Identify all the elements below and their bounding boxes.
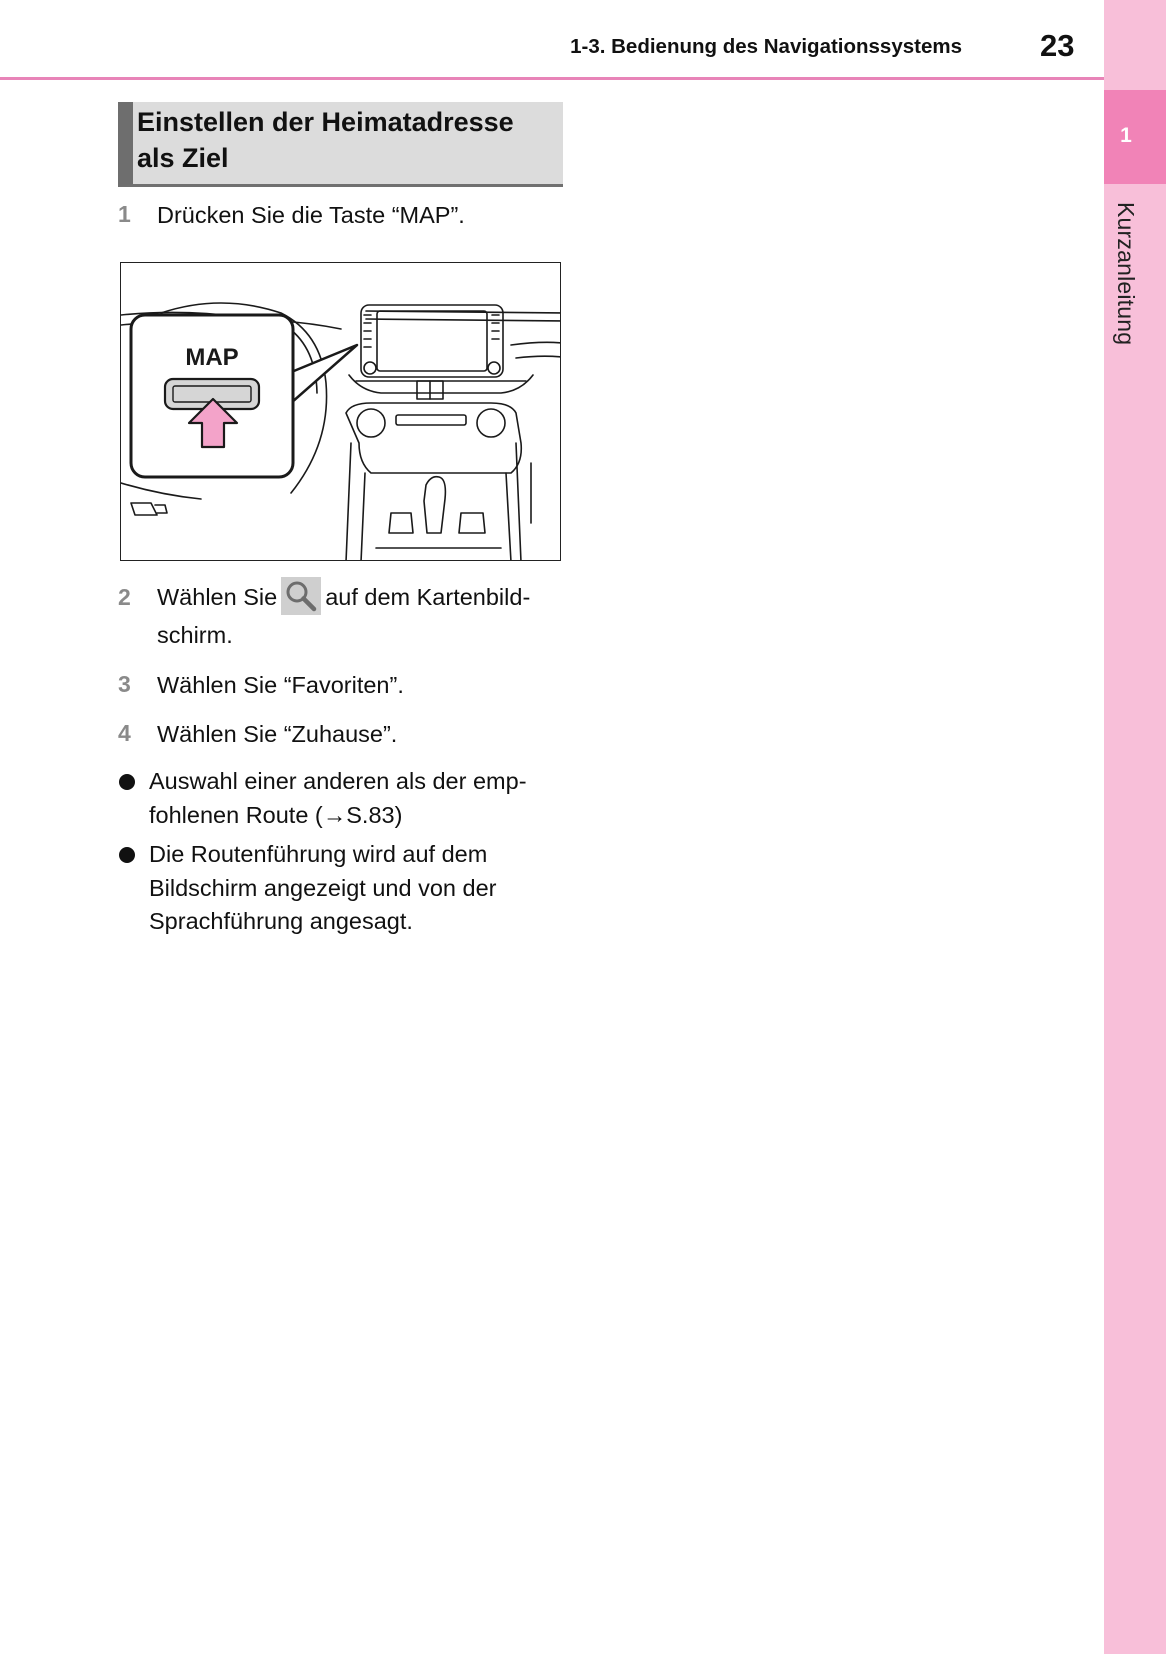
step-text-line2: schirm. bbox=[157, 622, 233, 648]
step-number: 2 bbox=[118, 584, 131, 610]
section-title bbox=[137, 104, 557, 176]
bullet-item bbox=[149, 765, 569, 832]
step-number: 4 bbox=[118, 720, 131, 746]
bullet-line: Die Routenführung wird auf dem bbox=[149, 841, 488, 867]
dashboard-drawing bbox=[121, 263, 561, 561]
step-text: Wählen Sie “Zuhause”. bbox=[157, 721, 398, 747]
step-text-after: auf dem Kartenbild- bbox=[325, 584, 531, 610]
chapter-label: Kurzanleitung bbox=[1113, 202, 1139, 346]
header-rule bbox=[0, 77, 1104, 80]
bullet-line: fohlenen Route (→S.83) bbox=[149, 801, 403, 828]
callout-label: MAP bbox=[185, 344, 239, 371]
bullet-line: Auswahl einer anderen als der emp- bbox=[149, 768, 527, 794]
step-text: Drücken Sie die Taste “MAP”. bbox=[157, 202, 465, 228]
dashboard-illustration bbox=[120, 262, 561, 561]
bullet-icon bbox=[119, 847, 135, 863]
step-text bbox=[157, 578, 577, 654]
step-number: 1 bbox=[118, 201, 131, 227]
bullet-icon bbox=[119, 774, 135, 790]
search-button bbox=[281, 577, 321, 615]
step-text: Wählen Sie “Favoriten”. bbox=[157, 672, 404, 698]
bullet-line: Sprachführung angesagt. bbox=[149, 908, 413, 934]
chapter-number: 1 bbox=[1120, 124, 1132, 147]
section-title-line2: als Ziel bbox=[137, 143, 229, 173]
bullet-line: Bildschirm angezeigt und von der bbox=[149, 874, 497, 901]
running-header: 1-3. Bedienung des Navigationssystems bbox=[570, 35, 962, 58]
bullet-item bbox=[149, 838, 569, 939]
step-number: 3 bbox=[118, 671, 131, 697]
search-icon bbox=[281, 577, 321, 615]
section-title-line1: Einstellen der Heimatadresse bbox=[137, 107, 514, 137]
page-number: 23 bbox=[1040, 28, 1075, 63]
step-text-before: Wählen Sie bbox=[157, 584, 278, 610]
